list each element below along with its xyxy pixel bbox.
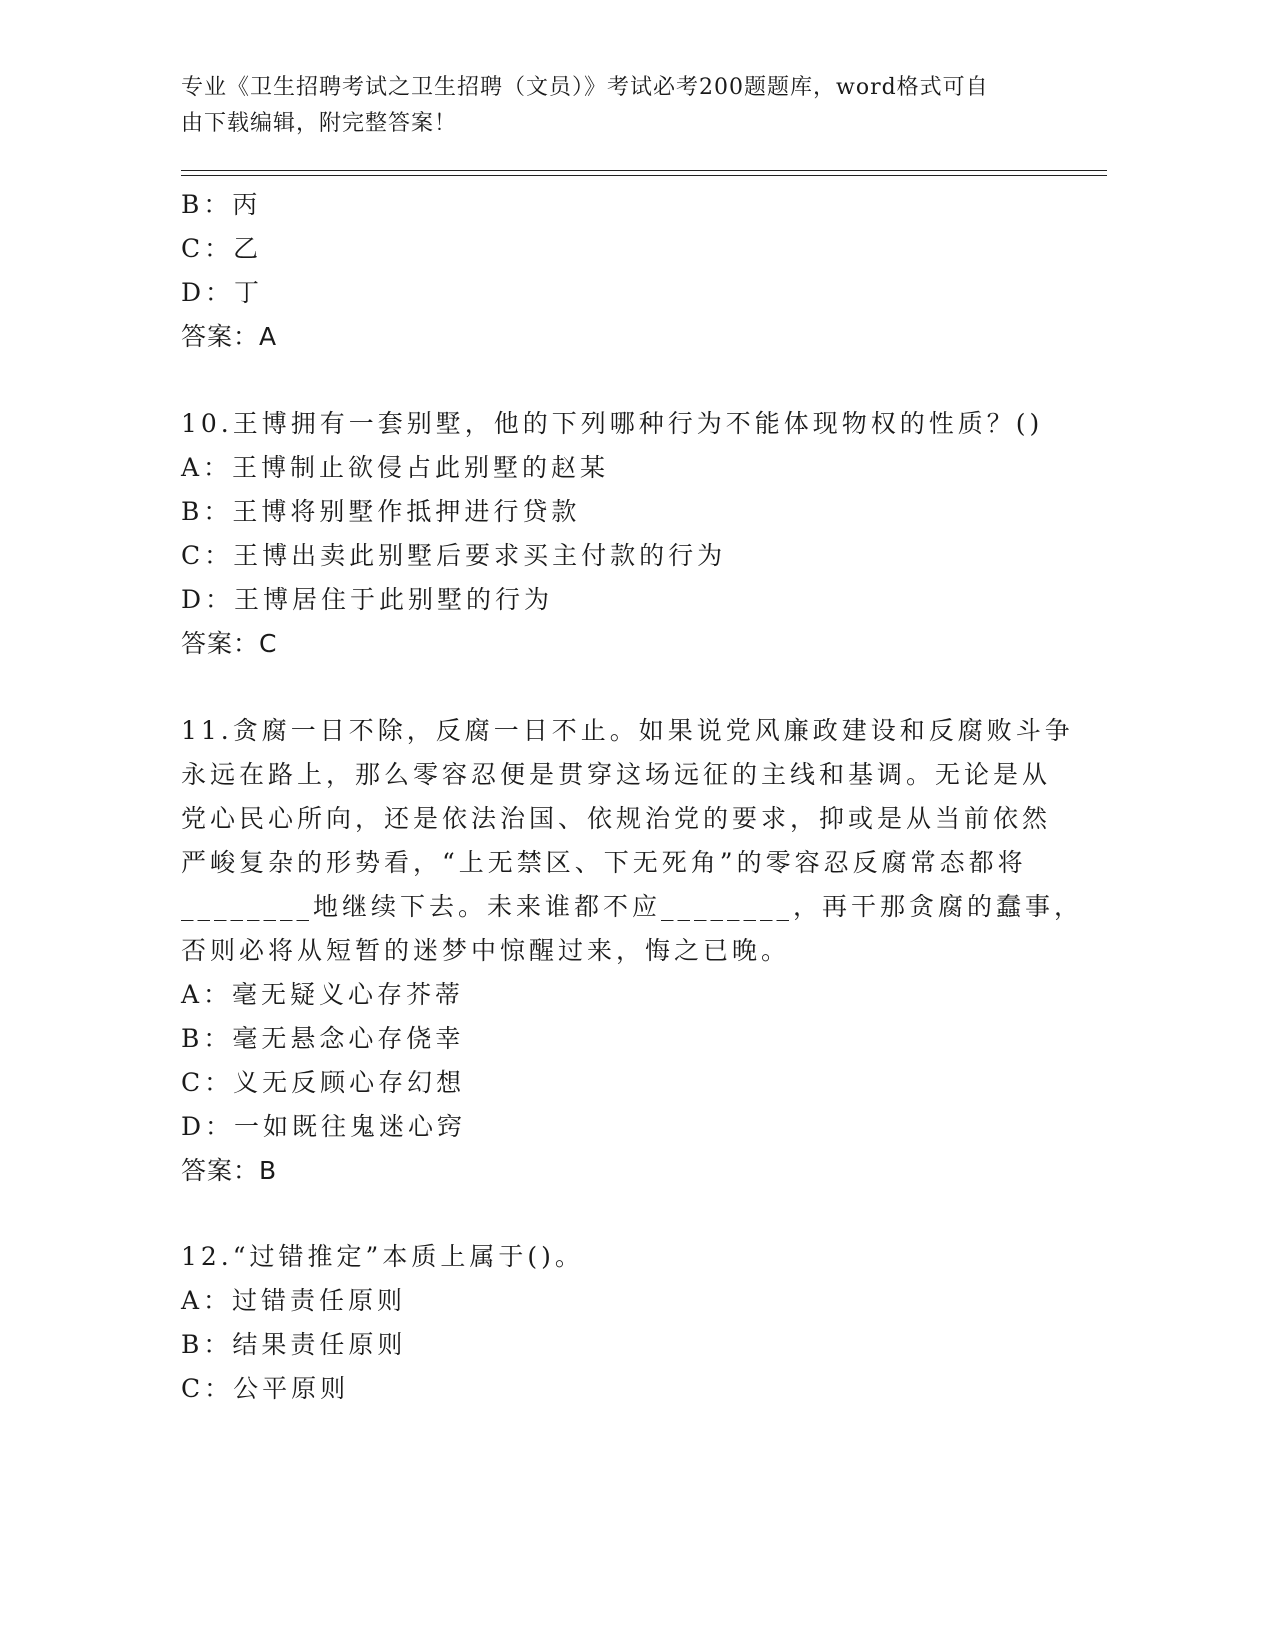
question-stem-line: 党心民心所向，还是依法治国、依规治党的要求，抑或是从当前依然	[181, 804, 1052, 833]
option-b: B：毫无悬念心存侥幸	[181, 1024, 465, 1053]
header-line-2: 由下载编辑，附完整答案！	[181, 111, 458, 136]
option-c: C：乙	[181, 234, 263, 263]
question-stem: 10.王博拥有一套别墅，他的下列哪种行为不能体现物权的性质？()	[181, 409, 1044, 438]
question-stem-line: 严峻复杂的形势看，“上无禁区、下无死角”的零容忍反腐常态都将	[181, 848, 1027, 877]
answer-label: 答案：C	[181, 629, 278, 658]
option-a: A：毫无疑义心存芥蒂	[181, 980, 465, 1009]
question-9	[181, 183, 1041, 359]
question-stem-line: 永远在路上，那么零容忍便是贯穿这场远征的主线和基调。无论是从	[181, 760, 1052, 789]
header-divider-bottom	[181, 175, 1107, 176]
option-a: A：王博制止欲侵占此别墅的赵某	[181, 453, 610, 482]
option-b: B：结果责任原则	[181, 1330, 407, 1359]
answer-label: 答案：B	[181, 1156, 278, 1185]
option-c: C：王博出卖此别墅后要求买主付款的行为	[181, 541, 727, 570]
answer-label: 答案：A	[181, 322, 278, 351]
question-10	[181, 402, 1044, 666]
header-divider-top	[181, 170, 1107, 171]
question-list	[181, 183, 1084, 1411]
option-d: D：王博居住于此别墅的行为	[181, 585, 554, 614]
question-11	[181, 709, 1084, 1193]
option-a: A：过错责任原则	[181, 1286, 407, 1315]
spacer	[181, 666, 1041, 709]
question-stem-line: 11.贪腐一日不除，反腐一日不止。如果说党风廉政建设和反腐败斗争	[181, 716, 1074, 745]
question-stem-line: 否则必将从短暂的迷梦中惊醒过来，悔之已晚。	[181, 936, 791, 965]
spacer	[181, 359, 1041, 402]
option-d: D：丁	[181, 278, 264, 307]
option-b: B：丙	[181, 190, 262, 219]
spacer	[181, 1193, 1041, 1235]
header-line-1: 专业《卫生招聘考试之卫生招聘（文员）》考试必考200题题库，word格式可自	[181, 75, 989, 100]
document-header	[181, 70, 1081, 142]
question-stem-line: ________地继续下去。未来谁都不应________，再干那贪腐的蠢事，	[181, 892, 1084, 921]
option-c: C：义无反顾心存幻想	[181, 1068, 466, 1097]
option-b: B：王博将别墅作抵押进行贷款	[181, 497, 581, 526]
question-12	[181, 1235, 1041, 1411]
option-d: D：一如既往鬼迷心窍	[181, 1112, 467, 1141]
option-c: C：公平原则	[181, 1374, 350, 1403]
question-stem: 12.“过错推定”本质上属于()。	[181, 1242, 584, 1271]
